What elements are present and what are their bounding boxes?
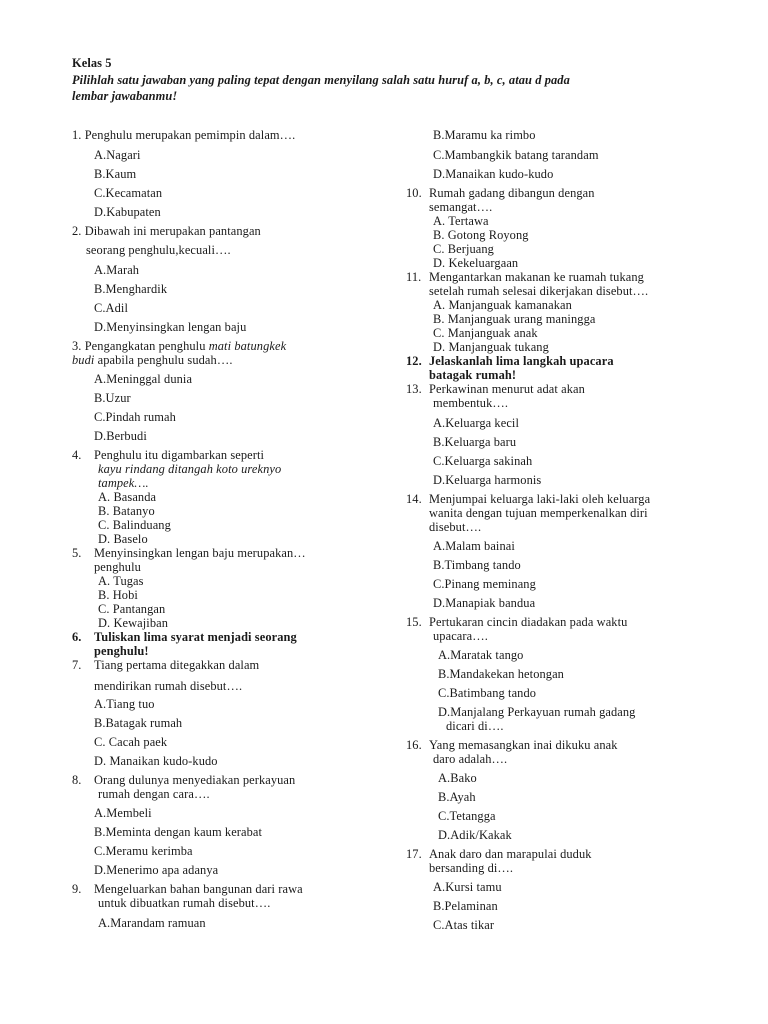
q16-option-c: C.Tetangga: [438, 809, 496, 823]
question-11-line-2: setelah rumah selesai dikerjakan disebut….: [429, 284, 649, 298]
q11-option-b: B. Manjanguak urang maningga: [433, 312, 596, 326]
question-13-number: 13.: [406, 382, 422, 396]
q10-option-d: D. Kekeluargaan: [433, 256, 519, 270]
question-14-number: 14.: [406, 492, 422, 506]
q17-option-c: C.Atas tikar: [433, 918, 495, 932]
q5-option-b: B. Hobi: [98, 588, 138, 602]
q15-option-b: B.Mandakekan hetongan: [438, 667, 564, 681]
q14-option-a: A.Malam bainai: [433, 539, 515, 553]
question-4-number: 4.: [72, 448, 82, 462]
q17-option-b: B.Pelaminan: [433, 899, 498, 913]
q16-option-d: D.Adik/Kakak: [438, 828, 512, 842]
q16-option-a: A.Bako: [438, 771, 477, 785]
q15-option-c: C.Batimbang tando: [438, 686, 537, 700]
question-16-number: 16.: [406, 738, 422, 752]
q3-text: 3. Pengangkatan penghulu: [72, 339, 209, 353]
q2-option-b: B.Menghardik: [94, 282, 168, 296]
question-16-line-1: Yang memasangkan inai dikuku anak: [429, 738, 618, 752]
question-3-line-1: [72, 339, 286, 353]
q7-option-c: C. Cacah paek: [94, 735, 168, 749]
question-7-number: 7.: [72, 658, 82, 672]
q3-option-c: C.Pindah rumah: [94, 410, 176, 424]
q14-option-b: B.Timbang tando: [433, 558, 521, 572]
question-1: 1. Penghulu merupakan pemimpin dalam….: [72, 128, 296, 142]
question-14-line-1: Menjumpai keluarga laki-laki oleh keluarga: [429, 492, 651, 506]
question-10-line-2: semangat….: [429, 200, 493, 214]
question-12-line-1: Jelaskanlah lima langkah upacara: [429, 354, 614, 368]
q14-option-c: C.Pinang meminang: [433, 577, 536, 591]
question-4-line-1: Penghulu itu digambarkan seperti: [94, 448, 265, 462]
question-7-line-2: mendirikan rumah disebut….: [94, 679, 243, 693]
q3-option-a: A.Meninggal dunia: [94, 372, 193, 386]
q13-option-d: D.Keluarga harmonis: [433, 473, 542, 487]
q11-option-d: D. Manjanguak tukang: [433, 340, 549, 354]
question-12-number: 12.: [406, 354, 422, 368]
question-5-line-2: penghulu: [94, 560, 141, 574]
q5-option-d: D. Kewajiban: [98, 616, 169, 630]
question-14-line-3: disebut….: [429, 520, 482, 534]
question-8-line-1: Orang dulunya menyediakan perkayuan: [94, 773, 296, 787]
q1-option-b: B.Kaum: [94, 167, 137, 181]
q2-option-d: D.Menyinsingkan lengan baju: [94, 320, 247, 334]
q4-option-d: D. Baselo: [98, 532, 148, 546]
question-12-line-2: batagak rumah!: [429, 368, 517, 382]
question-13-line-1: Perkawinan menurut adat akan: [429, 382, 585, 396]
question-11-number: 11.: [406, 270, 422, 284]
q9-option-c: C.Mambangkik batang tarandam: [433, 148, 599, 162]
q13-option-a: A.Keluarga kecil: [433, 416, 520, 430]
question-17-line-2: bersanding di….: [429, 861, 514, 875]
q5-option-c: C. Pantangan: [98, 602, 166, 616]
q11-option-c: C. Manjanguak anak: [433, 326, 538, 340]
q4-option-b: B. Batanyo: [98, 504, 155, 518]
q1-option-a: A.Nagari: [94, 148, 141, 162]
q10-option-a: A. Tertawa: [433, 214, 489, 228]
question-9-number: 9.: [72, 882, 82, 896]
question-2-line-2: seorang penghulu,kecuali….: [86, 243, 231, 257]
q9-option-a: A.Marandam ramuan: [98, 916, 206, 930]
question-10-number: 10.: [406, 186, 422, 200]
question-5-number: 5.: [72, 546, 82, 560]
q9-option-b: B.Maramu ka rimbo: [433, 128, 536, 142]
q7-option-d: D. Manaikan kudo-kudo: [94, 754, 218, 768]
q7-option-b: B.Batagak rumah: [94, 716, 183, 730]
question-10-line-1: Rumah gadang dibangun dengan: [429, 186, 595, 200]
q2-option-a: A.Marah: [94, 263, 140, 277]
question-5-line-1: Menyinsingkan lengan baju merupakan…: [94, 546, 306, 560]
question-4-line-3: tampek….: [98, 476, 149, 490]
question-13-line-2: membentuk….: [433, 396, 509, 410]
q17-option-a: A.Kursi tamu: [433, 880, 502, 894]
q1-option-d: D.Kabupaten: [94, 205, 161, 219]
question-3-line-2: [72, 353, 233, 367]
question-15-number: 15.: [406, 615, 422, 629]
question-8-line-2: rumah dengan cara….: [98, 787, 210, 801]
q10-option-b: B. Gotong Royong: [433, 228, 529, 242]
q11-option-a: A. Manjanguak kamanakan: [433, 298, 572, 312]
question-15-line-2: upacara….: [433, 629, 488, 643]
question-15-line-1: Pertukaran cincin diadakan pada waktu: [429, 615, 628, 629]
question-11-line-1: Mengantarkan makanan ke ruamah tukang: [429, 270, 644, 284]
question-6-number: 6.: [72, 630, 82, 644]
question-14-line-2: wanita dengan tujuan memperkenalkan diri: [429, 506, 648, 520]
q8-option-c: C.Meramu kerimba: [94, 844, 193, 858]
q16-option-b: B.Ayah: [438, 790, 476, 804]
question-6-line-2: penghulu!: [94, 644, 149, 658]
q8-option-b: B.Meminta dengan kaum kerabat: [94, 825, 263, 839]
q1-option-c: C.Kecamatan: [94, 186, 163, 200]
q13-option-c: C.Keluarga sakinah: [433, 454, 533, 468]
q7-option-a: A.Tiang tuo: [94, 697, 155, 711]
question-9-line-2: untuk dibuatkan rumah disebut….: [98, 896, 271, 910]
q15-option-d-line-1: D.Manjalang Perkayuan rumah gadang: [438, 705, 636, 719]
q14-option-d: D.Manapiak bandua: [433, 596, 536, 610]
question-17-number: 17.: [406, 847, 422, 861]
question-16-line-2: daro adalah….: [433, 752, 508, 766]
q3-text-end: apabila penghulu sudah….: [94, 353, 233, 367]
q8-option-d: D.Menerimo apa adanya: [94, 863, 219, 877]
q3-italic-term: mati batungkek: [208, 339, 287, 353]
q4-option-c: C. Balinduang: [98, 518, 171, 532]
q15-option-a: A.Maratak tango: [438, 648, 524, 662]
q8-option-a: A.Membeli: [94, 806, 152, 820]
q9-option-d: D.Manaikan kudo-kudo: [433, 167, 554, 181]
q15-option-d-line-2: dicari di….: [446, 719, 504, 733]
q2-option-c: C.Adil: [94, 301, 128, 315]
question-2-line-1: 2. Dibawah ini merupakan pantangan: [72, 224, 261, 238]
q3-option-b: B.Uzur: [94, 391, 131, 405]
question-7-line-1: Tiang pertama ditegakkan dalam: [94, 658, 260, 672]
class-label: Kelas 5: [72, 56, 112, 70]
question-8-number: 8.: [72, 773, 82, 787]
q13-option-b: B.Keluarga baru: [433, 435, 517, 449]
question-6-line-1: Tuliskan lima syarat menjadi seorang: [94, 630, 297, 644]
q10-option-c: C. Berjuang: [433, 242, 494, 256]
q4-option-a: A. Basanda: [98, 490, 157, 504]
question-9-line-1: Mengeluarkan bahan bangunan dari rawa: [94, 882, 303, 896]
instruction-line-2: lembar jawabanmu!: [72, 89, 178, 103]
q3-option-d: D.Berbudi: [94, 429, 147, 443]
question-4-line-2: kayu rindang ditangah koto ureknyo: [98, 462, 282, 476]
question-17-line-1: Anak daro dan marapulai duduk: [429, 847, 592, 861]
q5-option-a: A. Tugas: [98, 574, 144, 588]
instruction-line-1: Pilihlah satu jawaban yang paling tepat dengan menyilang salah satu huruf a, b, c, atau d pada: [72, 73, 570, 87]
q3-italic-term-2: budi: [72, 353, 95, 367]
